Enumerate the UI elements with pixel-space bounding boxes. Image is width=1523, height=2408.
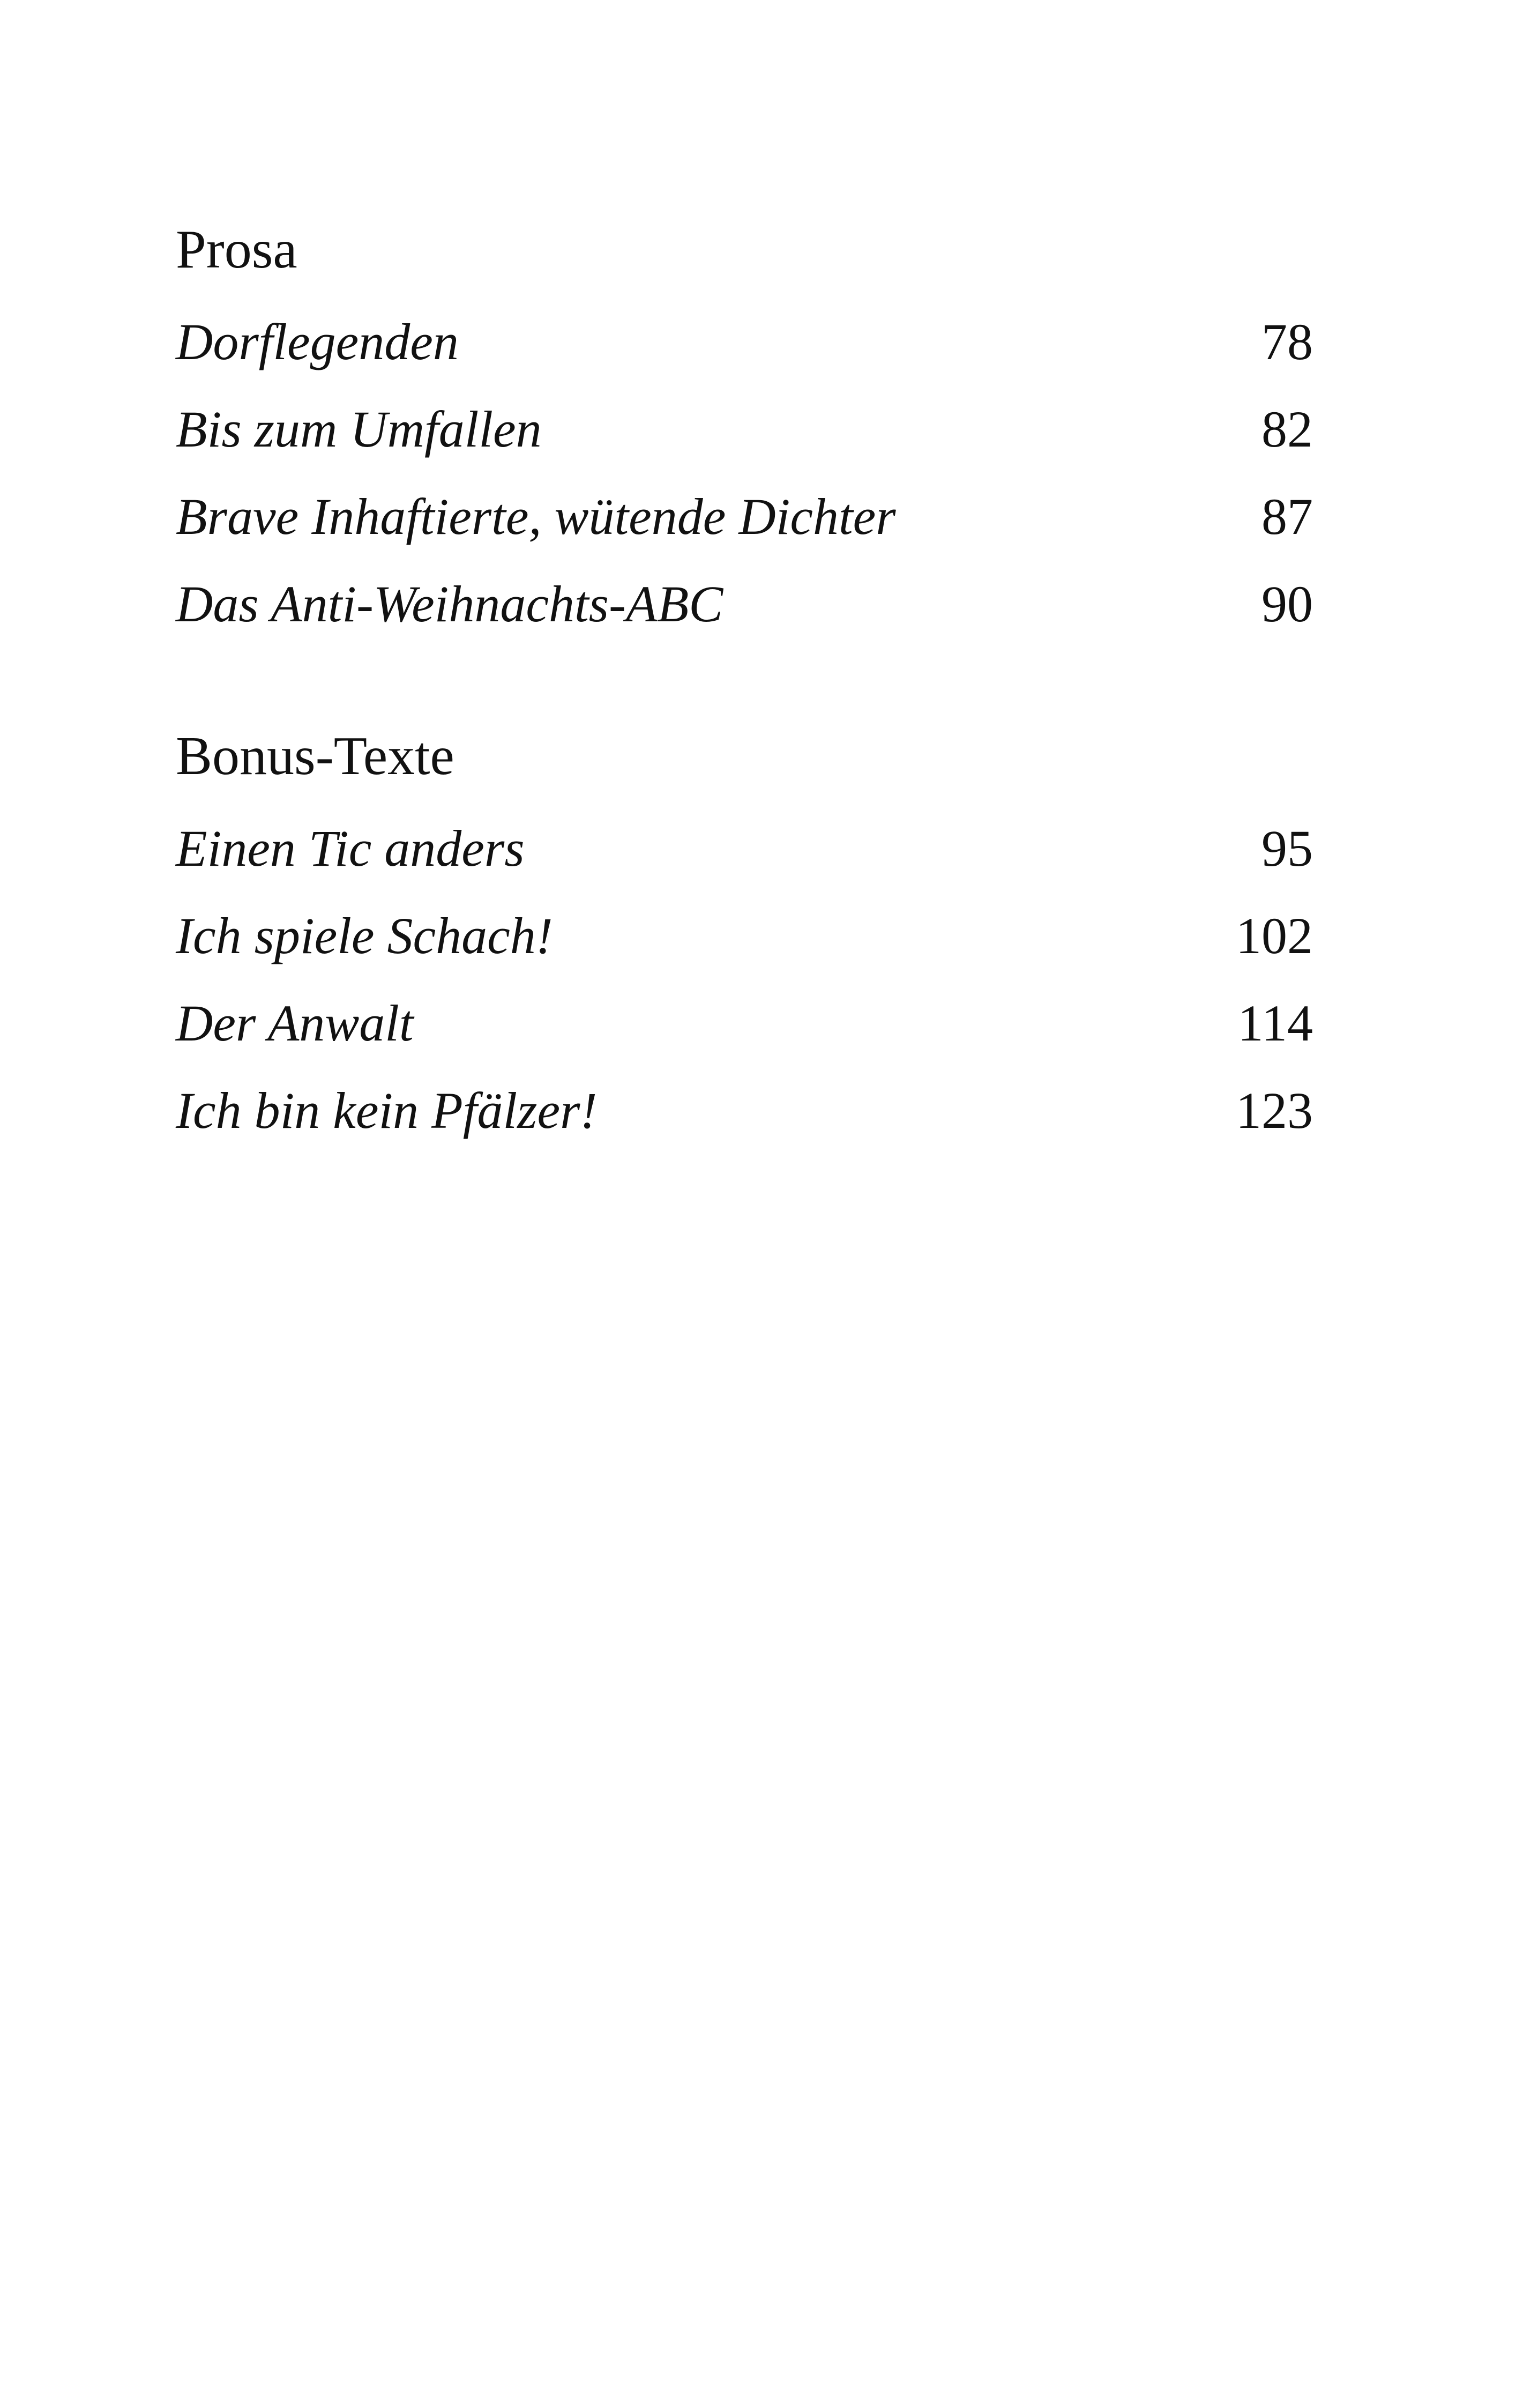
entry-title: Ich spiele Schach!: [176, 907, 553, 964]
toc-entry: [176, 907, 1313, 969]
entry-page-number: 114: [1237, 994, 1313, 1052]
entry-title: Das Anti-Weihnachts-ABC: [176, 575, 723, 633]
toc-entry: [176, 313, 1313, 375]
toc-entry: [176, 994, 1313, 1057]
entry-page-number: 82: [1261, 400, 1313, 458]
section-heading: Prosa: [176, 219, 297, 280]
entry-title: Ich bin kein Pfälzer!: [176, 1082, 598, 1139]
section-heading: Bonus-Texte: [176, 726, 454, 786]
toc-entry: [176, 400, 1313, 463]
entry-title: Bis zum Umfallen: [176, 400, 542, 458]
entry-title: Der Anwalt: [176, 994, 414, 1052]
entry-title: Dorflegenden: [176, 313, 459, 370]
entry-page-number: 95: [1261, 820, 1313, 877]
toc-entry: [176, 575, 1313, 637]
entry-page-number: 123: [1236, 1082, 1313, 1139]
toc-entry: [176, 1082, 1313, 1144]
toc-entry: [176, 488, 1313, 550]
toc-entry: [176, 820, 1313, 882]
entry-page-number: 90: [1261, 575, 1313, 633]
entry-page-number: 102: [1236, 907, 1313, 964]
entry-page-number: 87: [1261, 488, 1313, 545]
entry-title: Einen Tic anders: [176, 820, 525, 877]
entry-title: Brave Inhaftierte, wütende Dichter: [176, 488, 896, 545]
entry-page-number: 78: [1261, 313, 1313, 370]
